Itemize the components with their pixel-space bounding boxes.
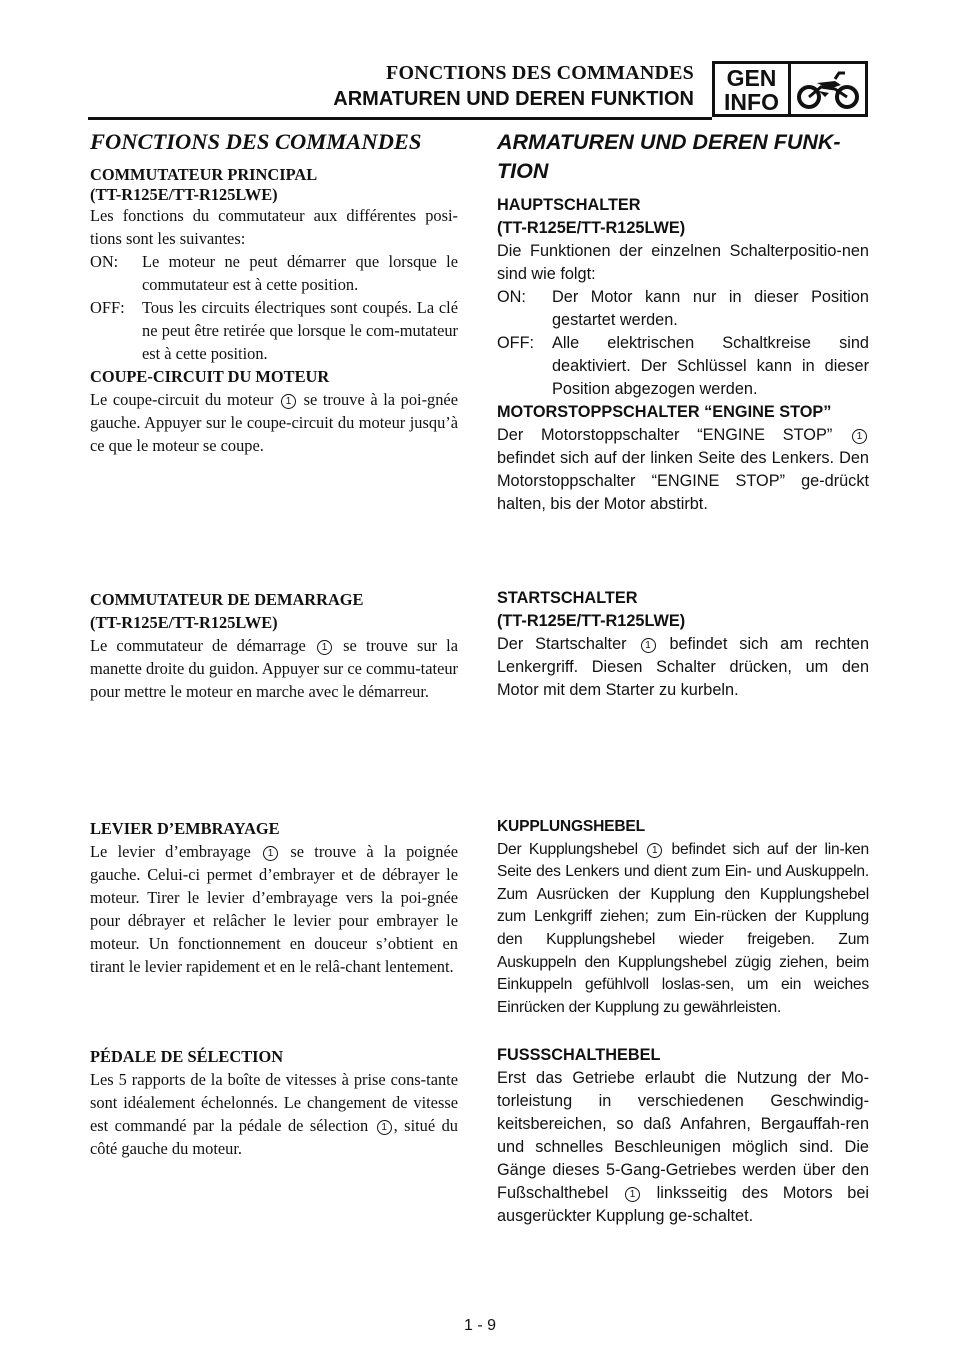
fr-s1-off-key: OFF: (90, 298, 125, 317)
de-s1-on (497, 286, 869, 332)
header-title-de: ARMATUREN UND DEREN FUNKTION (333, 88, 694, 110)
de-s1-title-1: HAUPTSCHALTER (497, 196, 641, 214)
de-s3-text-a: Der Startschalter (497, 635, 627, 653)
de-s2-text-a: Der Motorstoppschalter “ENGINE STOP” (497, 426, 833, 444)
de-s1-on-text: Der Motor kann nur in dieser Position gestartet werden. (552, 288, 869, 329)
fr-s5-text (90, 1068, 458, 1160)
de-s1-on-key: ON: (497, 288, 526, 306)
callout-1-icon: 1 (317, 640, 332, 655)
de-s2-title: MOTORSTOPPSCHALTER “ENGINE STOP” (497, 403, 832, 421)
de-column (497, 128, 869, 516)
fr-s1-title-2: (TT-R125E/TT-R125LWE) (90, 185, 278, 204)
fr-s4-text (90, 840, 458, 978)
fr-s1-off (90, 296, 458, 365)
callout-1-icon: 1 (281, 394, 296, 409)
motorcycle-icon (791, 64, 865, 114)
fr-s5-text-b: , situé du côté gauche du moteur. (90, 1116, 458, 1158)
fr-s1-off-text: Tous les circuits électriques sont coupés. La clé ne peut être retirée que lorsque le com-mutateur est à cette position. (142, 298, 458, 363)
fr-s2-text-a: Le coupe-circuit du moteur (90, 390, 274, 409)
fr-s2-title: COUPE-CIRCUIT DU MOTEUR (90, 367, 330, 386)
badge-label (715, 64, 791, 114)
badge-line-1: GEN (726, 65, 777, 91)
fr-section-4 (90, 817, 458, 978)
fr-section-5 (90, 1045, 458, 1160)
fr-s1-on-key: ON: (90, 252, 119, 271)
de-s1-title-2: (TT-R125E/TT-R125LWE) (497, 219, 686, 237)
fr-column (90, 127, 458, 457)
fr-heading: FONCTIONS DES COMMANDES (90, 129, 422, 154)
de-s1-off-key: OFF: (497, 334, 535, 352)
de-s5-text-a: Erst das Getriebe erlaubt die Nutzung der Mo-torleistung in verschiedenen Geschwindig-keitsbereichen, so daß Anfahren, Bergauffah-ren und schnelles Beschleunigen möglich sind. Die Gänge dieses 5-Gang-Getriebes werden über den Fußschalthebel (497, 1069, 869, 1202)
fr-section-3 (90, 588, 458, 703)
de-s3-text-b: befindet sich am rechten Lenkergriff. Diesen Schalter drücken, um den Motor mit dem Starter zu kurbeln. (497, 635, 870, 699)
fr-s4-text-a: Le levier d’embrayage (90, 842, 251, 861)
de-s2-text-b: befindet sich auf der linken Seite des Lenkers. Den Motorstoppschalter “ENGINE STOP” ge-drückt halten, bis der Motor abstirbt. (497, 449, 869, 513)
de-s4-title: KUPPLUNGSHEBEL (497, 818, 645, 835)
de-s1-intro: Die Funktionen der einzelnen Schalterpositio-nen sind wie folgt: (497, 242, 869, 283)
callout-1-icon: 1 (852, 429, 867, 444)
fr-s1-intro: Les fonctions du commutateur aux différentes posi-tions sont les suivantes: (90, 206, 458, 248)
callout-1-icon: 1 (263, 846, 278, 861)
fr-s3-text-a: Le commutateur de démarrage (90, 636, 306, 655)
de-s2-text (497, 424, 869, 516)
callout-1-icon: 1 (647, 843, 662, 858)
de-s5-text (497, 1067, 869, 1228)
section-badge (712, 61, 868, 117)
badge-line-2: INFO (724, 89, 779, 115)
de-s3-text (497, 633, 869, 702)
fr-s1-on-text: Le moteur ne peut démarrer que lorsque le commutateur est à cette position. (142, 252, 458, 294)
de-s4-text (497, 839, 869, 1020)
page-number: 1 - 9 (463, 1317, 496, 1334)
callout-1-icon: 1 (625, 1187, 640, 1202)
header-rule (88, 117, 712, 120)
fr-s2-text (90, 388, 458, 457)
de-s4-text-a: Der Kupplungshebel (497, 840, 638, 858)
de-s3-title-2: (TT-R125E/TT-R125LWE) (497, 612, 686, 630)
fr-s3-text (90, 634, 458, 703)
callout-1-icon: 1 (377, 1120, 392, 1135)
de-s3-title-1: STARTSCHALTER (497, 589, 638, 607)
fr-s4-title: LEVIER D’EMBRAYAGE (90, 819, 280, 838)
fr-s1-title-1: COMMUTATEUR PRINCIPAL (90, 165, 318, 184)
fr-s1-on (90, 250, 458, 296)
de-section-4 (497, 816, 869, 1019)
fr-s4-text-b: se trouve à la poignée gauche. Celui-ci permet d’embrayer et de débrayer le moteur. Tirer le levier d’embrayage vers la poi-gnée pour débrayer et relâcher le levier pour embrayer le moteur. Un fonctionnement en douceur s’obtient en tirant le levier rapidement et en le relâ-chant lentement. (90, 842, 458, 976)
fr-s5-text-a: Les 5 rapports de la boîte de vitesses à prise cons-tante sont idéalement échelonnés. Le changement de vitesse est commandé par la pédale de sélection (90, 1070, 458, 1135)
de-heading: ARMATUREN UND DEREN FUNK-TION (497, 130, 841, 183)
de-s5-title: FUSSSCHALTHEBEL (497, 1046, 661, 1064)
header-title-fr: FONCTIONS DES COMMANDES (386, 62, 694, 84)
de-s5-text-b: linksseitig des Motors bei ausgerückter Kupplung ge-schaltet. (497, 1184, 869, 1225)
fr-s3-title-1: COMMUTATEUR DE DEMARRAGE (90, 590, 364, 609)
de-section-5 (497, 1044, 869, 1228)
de-s1-off (497, 332, 869, 401)
callout-1-icon: 1 (641, 638, 656, 653)
fr-s3-title-2: (TT-R125E/TT-R125LWE) (90, 613, 278, 632)
fr-s2-text-b: se trouve à la poi-gnée gauche. Appuyer sur le coupe-circuit du moteur jusqu’à ce que le moteur se coupe. (90, 390, 458, 455)
de-section-3 (497, 587, 869, 702)
fr-s5-title: PÉDALE DE SÉLECTION (90, 1047, 284, 1066)
de-s1-off-text: Alle elektrischen Schaltkreise sind deaktiviert. Der Schlüssel kann in dieser Position abgezogen werden. (552, 334, 869, 398)
fr-s3-text-b: se trouve sur la manette droite du guidon. Appuyer sur ce commu-tateur pour mettre le moteur en marche avec le démarreur. (90, 636, 458, 701)
de-s4-text-b: befindet sich auf der lin-ken Seite des Lenkers und dient zum Ein- und Auskuppeln. Zum Ausrücken der Kupplung den Kupplungshebel zum Lenkgriff ziehen; zum Ein-rücken der Kupplung den Kupplungshebel wieder freigeben. Zum Auskuppeln den Kupplungshebel zügig ziehen, beim Einkuppeln gefühlvoll loslas-sen, um ein weiches Einrücken der Kupplung zu gewährleisten. (497, 840, 869, 1016)
